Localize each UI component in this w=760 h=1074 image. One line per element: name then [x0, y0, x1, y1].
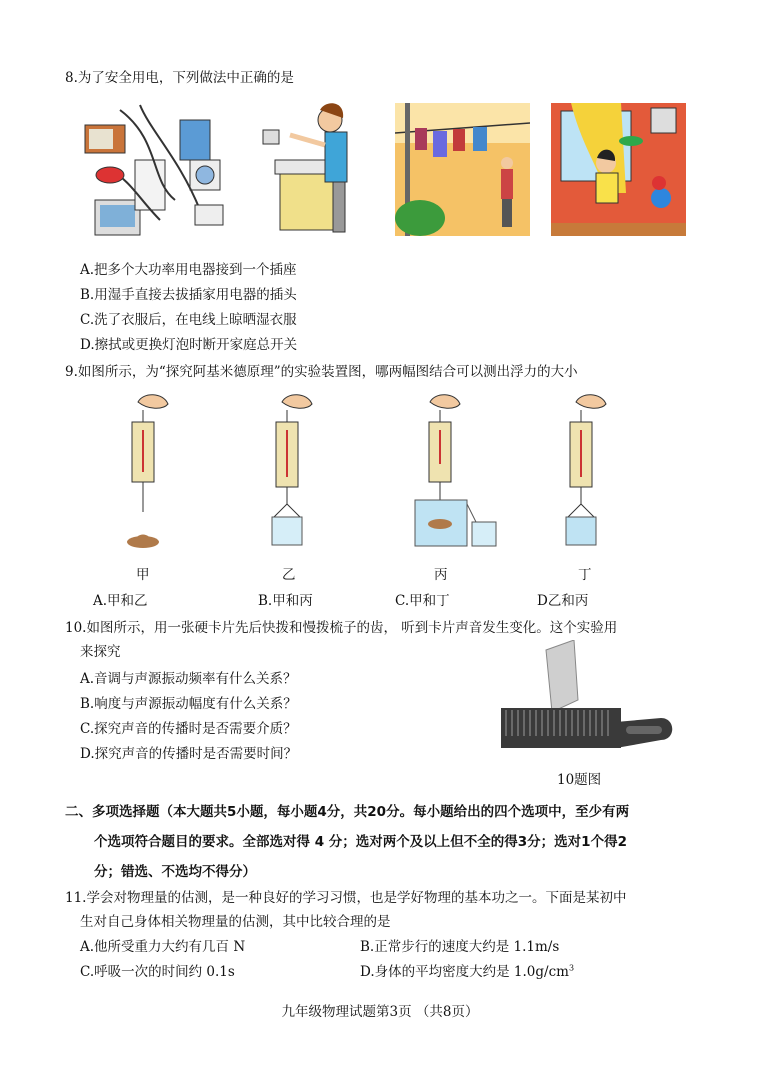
q8-figure-d-changing-bulb: [551, 103, 686, 236]
q11-option-d-text: D.身体的平均密度大约是 1.0g/cm: [360, 964, 569, 980]
q9-option-d: D乙和丙: [537, 593, 589, 609]
q8-figure-c-clothes-on-wire: [395, 103, 530, 236]
q11-option-a: A.他所受重力大约有几百 N: [80, 939, 246, 955]
q11-stem-line2: 生对自己身体相关物理量的估测，其中比较合理的是: [80, 914, 391, 930]
q10-option-c: C.探究声音的传播时是否需要介质？: [80, 721, 297, 737]
q9-label-bing: 丙: [434, 567, 448, 583]
q9-figure-yi: [262, 392, 322, 557]
q9-figure-bing: [410, 392, 505, 557]
q9-figure-ding: [556, 392, 616, 557]
q8-option-c: C.洗了衣服后，在电线上晾晒湿衣服: [80, 312, 297, 328]
q8-option-b: B.用湿手直接去拔插家用电器的插头: [80, 287, 297, 303]
q9-option-b: B.甲和丙: [258, 593, 313, 609]
q9-label-yi: 乙: [282, 567, 296, 583]
q10-option-d: D.探究声音的传播时是否需要时间？: [80, 746, 298, 762]
q8-figure-b-wet-hands-plug: [255, 100, 365, 240]
q10-option-a: A.音调与声源振动频率有什么关系？: [80, 671, 297, 687]
q9-option-a: A.甲和乙: [93, 593, 148, 609]
q11-stem-line1: 11.学会对物理量的估测，是一种良好的学习习惯，也是学好物理的基本功之一。下面是某初中: [65, 890, 627, 906]
q8-option-d: D.擦拭或更换灯泡时断开家庭总开关: [80, 337, 298, 353]
section2-heading-line3: 分；错选、不选均不得分）: [94, 864, 256, 880]
q9-stem: 9.如图所示，为“探究阿基米德原理”的实验装置图，哪两幅图结合可以测出浮力的大小: [65, 364, 578, 380]
q8-option-a: A.把多个大功率用电器接到一个插座: [80, 262, 297, 278]
q9-option-c: C.甲和丁: [395, 593, 450, 609]
q10-stem-line2: 来探究: [80, 644, 121, 660]
q8-stem: 8.为了安全用电，下列做法中正确的是: [65, 70, 294, 86]
q10-option-b: B.响度与声源振动幅度有什么关系？: [80, 696, 297, 712]
q10-figure-comb-card: [496, 640, 681, 755]
q11-option-d: [360, 960, 574, 980]
q11-option-b: B.正常步行的速度大约是 1.1m/s: [360, 939, 560, 955]
q11-option-d-superscript: 3: [568, 963, 575, 973]
section2-heading-line2: 个选项符合题目的要求。全部选对得 4 分；选对两个及以上但不全的得3分；选对1个得2: [94, 834, 627, 850]
q10-stem-line1: 10.如图所示，用一张硬卡片先后快拨和慢拨梳子的齿， 听到卡片声音发生变化。这个实验用: [65, 620, 618, 636]
q8-figure-a-overloaded-socket: [80, 100, 230, 240]
q9-figure-jia: [118, 392, 178, 557]
q11-option-c: C.呼吸一次的时间约 0.1s: [80, 964, 235, 980]
page-footer: 九年级物理试题第3页 （共8页）: [281, 1004, 479, 1020]
q9-label-jia: 甲: [136, 567, 150, 583]
q10-figure-caption: 10题图: [557, 772, 602, 788]
section2-heading-line1: 二、多项选择题（本大题共5小题，每小题4分，共20分。每小题给出的四个选项中，至少有两: [65, 804, 630, 820]
q9-label-ding: 丁: [578, 567, 592, 583]
